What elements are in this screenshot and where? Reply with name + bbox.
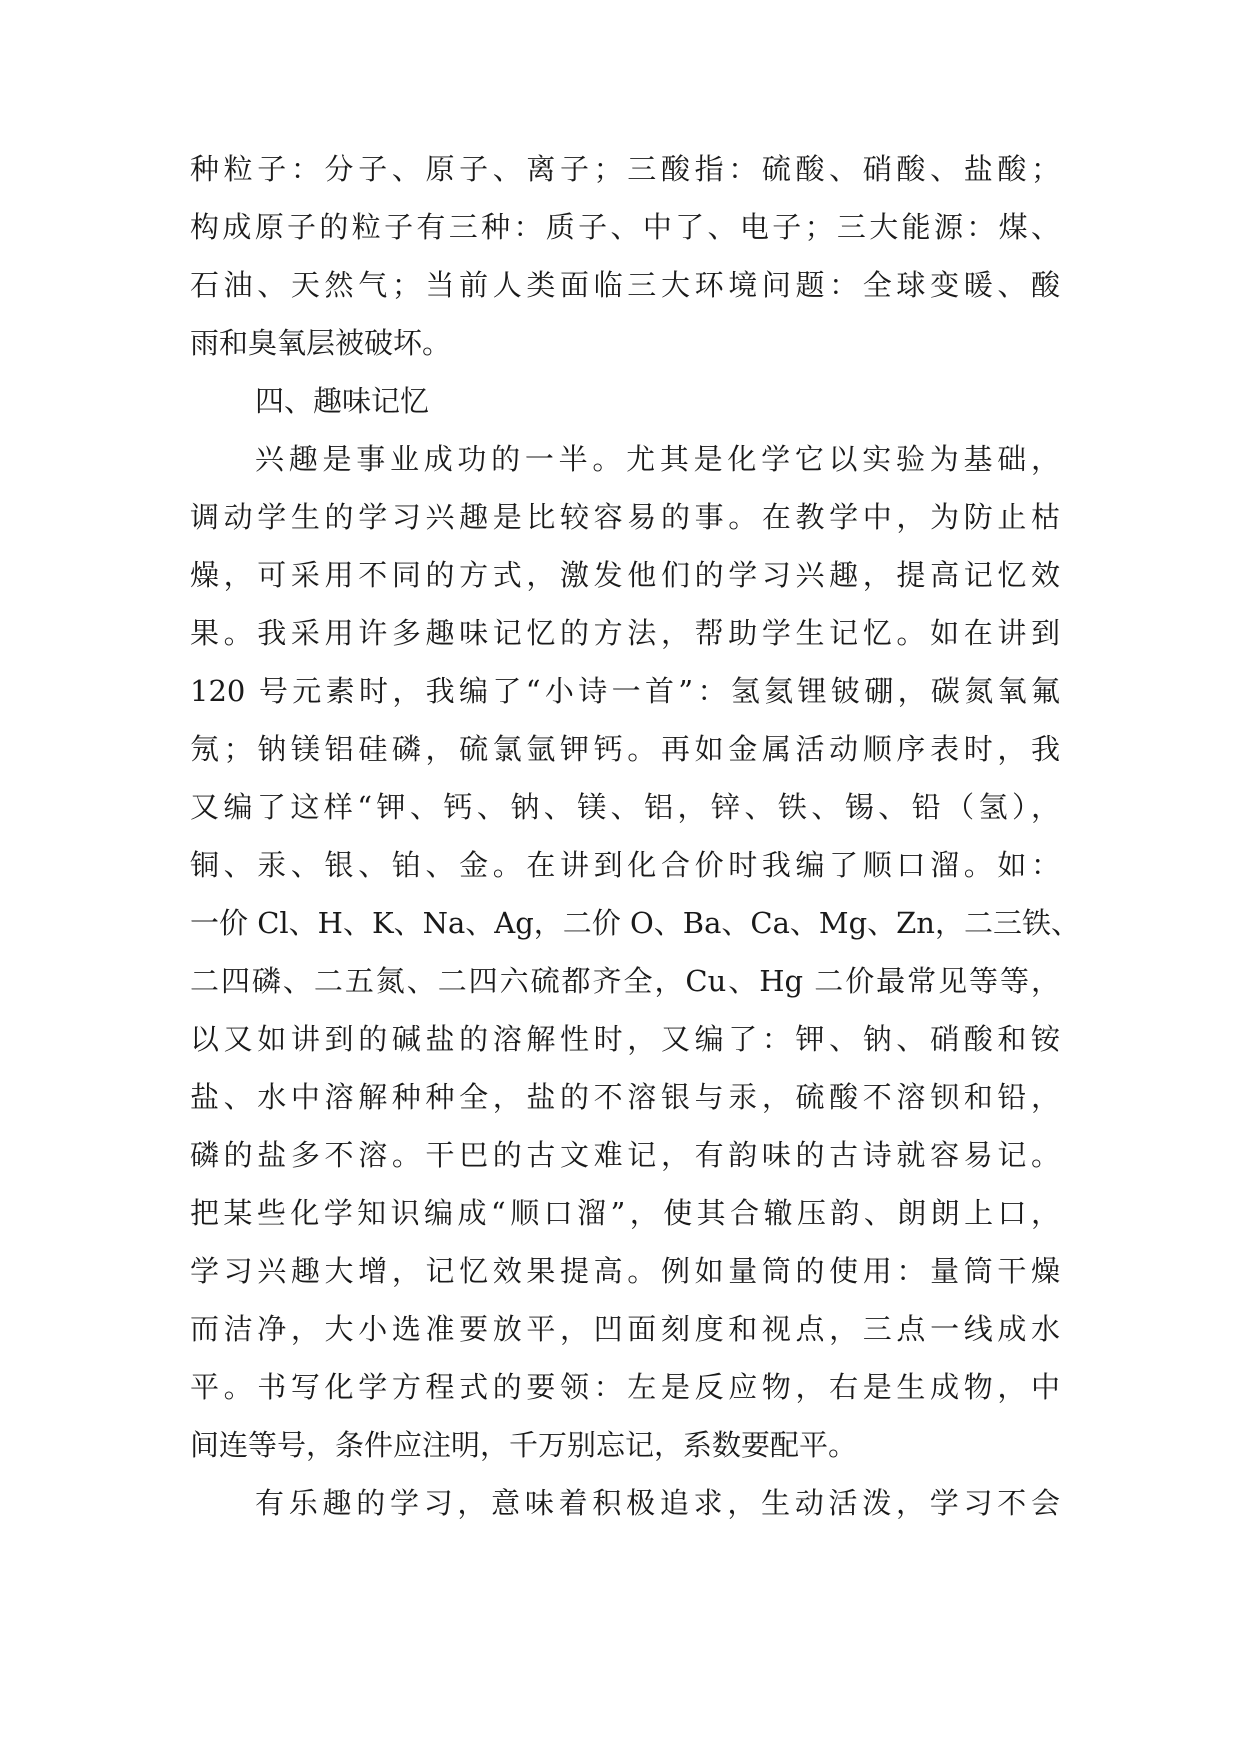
text-line: 石油、天然气；当前人类面临三大环境问题：全球变暖、酸 bbox=[190, 268, 1060, 302]
text-line: 一价 Cl、H、K、Na、Ag，二价 O、Ba、Ca、Mg、Zn，二三铁、 bbox=[190, 906, 1080, 940]
text-line: 以又如讲到的碱盐的溶解性时，又编了：钾、钠、硝酸和铵 bbox=[190, 1022, 1060, 1056]
text-line: 构成原子的粒子有三种：质子、中了、电子；三大能源：煤、 bbox=[190, 210, 1060, 244]
text-line: 果。我采用许多趣味记忆的方法，帮助学生记忆。如在讲到 bbox=[190, 616, 1060, 650]
document-page bbox=[190, 140, 1080, 1532]
text-line: 种粒子：分子、原子、离子；三酸指：硫酸、硝酸、盐酸； bbox=[190, 152, 1060, 186]
text-line: 兴趣是事业成功的一半。尤其是化学它以实验为基础， bbox=[255, 442, 1060, 476]
text-line: 氖；钠镁铝硅磷，硫氯氩钾钙。再如金属活动顺序表时，我 bbox=[190, 732, 1060, 766]
text-line: 而洁净，大小选准要放平，凹面刻度和视点，三点一线成水 bbox=[190, 1312, 1060, 1346]
body-paragraph bbox=[190, 430, 1080, 1474]
intro-paragraph bbox=[190, 140, 1060, 372]
text-line: 燥，可采用不同的方式，激发他们的学习兴趣，提高记忆效 bbox=[190, 558, 1060, 592]
text-line: 120 号元素时，我编了“小诗一首”：氢氦锂铍硼，碳氮氧氟 bbox=[190, 674, 1060, 708]
text-line: 平。书写化学方程式的要领：左是反应物，右是生成物，中 bbox=[190, 1370, 1060, 1404]
text-line: 铜、汞、银、铂、金。在讲到化合价时我编了顺口溜。如： bbox=[190, 848, 1060, 882]
text-line: 二四磷、二五氮、二四六硫都齐全，Cu、Hg 二价最常见等等， bbox=[190, 964, 1060, 998]
text-line: 磷的盐多不溶。干巴的古文难记，有韵味的古诗就容易记。 bbox=[190, 1138, 1060, 1172]
text-line: 又编了这样“钾、钙、钠、镁、铝，锌、铁、锡、铅（氢）， bbox=[190, 790, 1060, 824]
closing-line: 有乐趣的学习，意味着积极追求，生动活泼，学习不会 bbox=[255, 1486, 1060, 1520]
text-line: 盐、水中溶解种种全，盐的不溶银与汞，硫酸不溶钡和铅， bbox=[190, 1080, 1060, 1114]
text-line: 间连等号，条件应注明，千万别忘记，系数要配平。 bbox=[190, 1428, 858, 1462]
text-line: 雨和臭氧层被破坏。 bbox=[190, 326, 452, 360]
text-line: 学习兴趣大增，记忆效果提高。例如量筒的使用：量筒干燥 bbox=[190, 1254, 1060, 1288]
text-line: 把某些化学知识编成“顺口溜”，使其合辙压韵、朗朗上口， bbox=[190, 1196, 1060, 1230]
text-line: 调动学生的学习兴趣是比较容易的事。在教学中，为防止枯 bbox=[190, 500, 1060, 534]
section-heading: 四、趣味记忆 bbox=[255, 384, 430, 418]
